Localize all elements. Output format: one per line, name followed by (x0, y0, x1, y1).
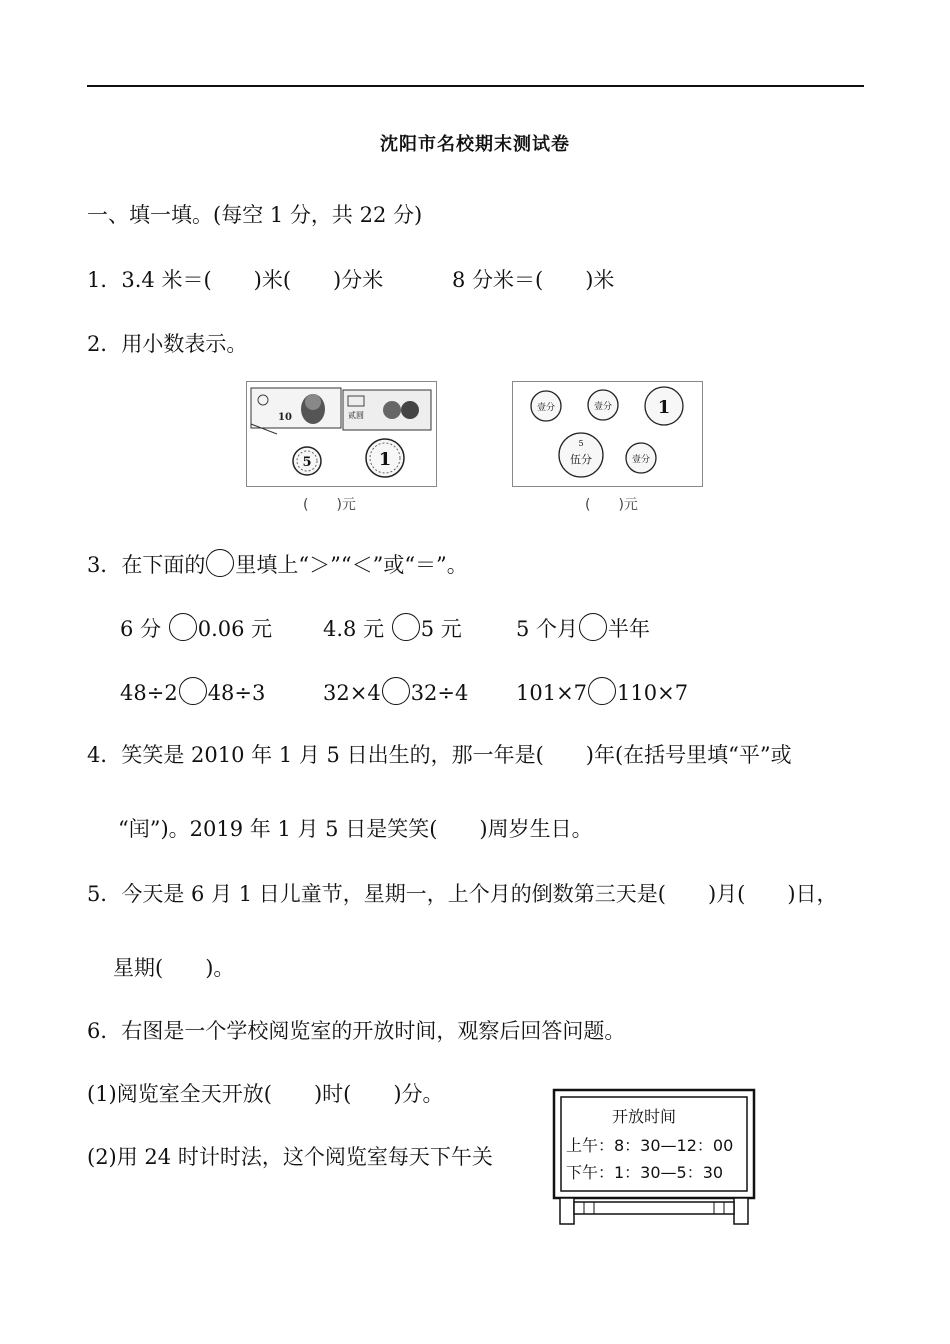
coins-illustration (513, 382, 702, 486)
left-answer-caption: ( )元 (303, 497, 356, 513)
board-afternoon-hours: 下午：1：30—5：30 (566, 1163, 724, 1182)
question-5-line-1: 5．今天是 6 月 1 日儿童节，星期一，上个月的倒数第三天是( )月( )日， (87, 882, 838, 906)
coin-fen1-label-b: 壹分 (593, 402, 613, 412)
coin-fen5-label: 伍分 (570, 453, 592, 466)
compare-circle[interactable] (169, 613, 197, 641)
q3-prefix: 3．在下面的 (87, 553, 206, 577)
compare-right: 48÷3 (207, 681, 266, 705)
money-picture-right (512, 381, 703, 487)
circle-blank-icon (206, 549, 234, 577)
compare-item (323, 677, 468, 707)
question-4-line-1: 4．笑笑是 2010 年 1 月 5 日出生的，那一年是( )年(在括号里填“平”或 (87, 743, 792, 767)
board-title: 开放时间 (612, 1107, 677, 1126)
coin-fen1-label-a: 壹分 (536, 403, 556, 413)
compare-circle[interactable] (392, 613, 420, 641)
compare-circle[interactable] (382, 677, 410, 705)
compare-left: 32×4 (323, 681, 381, 705)
compare-item (516, 677, 688, 707)
question-6-sub-1: (1)阅览室全天开放( )时( )分。 (87, 1082, 444, 1106)
question-4-line-2: “闰”)。2019 年 1 月 5 日是笑笑( )周岁生日。 (118, 817, 593, 841)
ten-yuan-bill (251, 388, 341, 428)
question-5-line-2: 星期( )。 (113, 956, 235, 980)
compare-left: 101×7 (516, 681, 588, 705)
bill2-value: 贰圆 (348, 411, 364, 420)
compare-right: 110×7 (617, 681, 689, 705)
board-morning-hours: 上午：8：30—12：00 (566, 1136, 734, 1155)
coin-fen5-number: 5 (578, 439, 584, 448)
question-1 (87, 266, 383, 294)
q1-part-a: 3.4 米＝( )米( )分米 (121, 268, 384, 292)
q1-number: 1． (87, 268, 122, 292)
page-title: 沈阳市名校期末测试卷 (380, 134, 570, 155)
question-3 (87, 549, 468, 579)
money-picture-left (246, 381, 437, 487)
compare-item (323, 613, 462, 643)
bills-and-coins-illustration (247, 382, 436, 486)
compare-item (120, 613, 272, 643)
coin5-value: 5 (302, 455, 312, 470)
compare-left: 4.8 元 (323, 617, 391, 641)
compare-right: 32÷4 (410, 681, 469, 705)
header-rule (87, 85, 864, 87)
question-2: 2．用小数表示。 (87, 332, 248, 356)
coin-fen1-label-c: 壹分 (631, 455, 651, 465)
compare-circle[interactable] (179, 677, 207, 705)
compare-right: 0.06 元 (197, 617, 273, 641)
compare-right: 5 元 (420, 617, 462, 641)
compare-circle[interactable] (579, 613, 607, 641)
q1-part-b: 8 分米＝( )米 (452, 268, 615, 292)
compare-item (120, 677, 265, 707)
section-heading: 一、填一填。(每空 1 分，共 22 分) (87, 203, 423, 227)
compare-right: 半年 (608, 617, 651, 641)
compare-left: 5 个月 (516, 617, 579, 641)
compare-item (516, 613, 650, 643)
right-answer-caption: ( )元 (585, 497, 638, 513)
compare-left: 48÷2 (120, 681, 178, 705)
bill10-value: 10 (278, 412, 292, 423)
compare-circle[interactable] (588, 677, 616, 705)
coin-yuan-label: 1 (657, 397, 671, 418)
question-6-sub-2: (2)用 24 时计时法，这个阅览室每天下午关 (87, 1145, 493, 1169)
coin1-value: 1 (378, 449, 392, 470)
compare-left: 6 分 (120, 617, 168, 641)
question-6: 6．右图是一个学校阅览室的开放时间，观察后回答问题。 (87, 1019, 626, 1043)
q3-suffix: 里填上“＞”“＜”或“＝”。 (235, 553, 468, 577)
